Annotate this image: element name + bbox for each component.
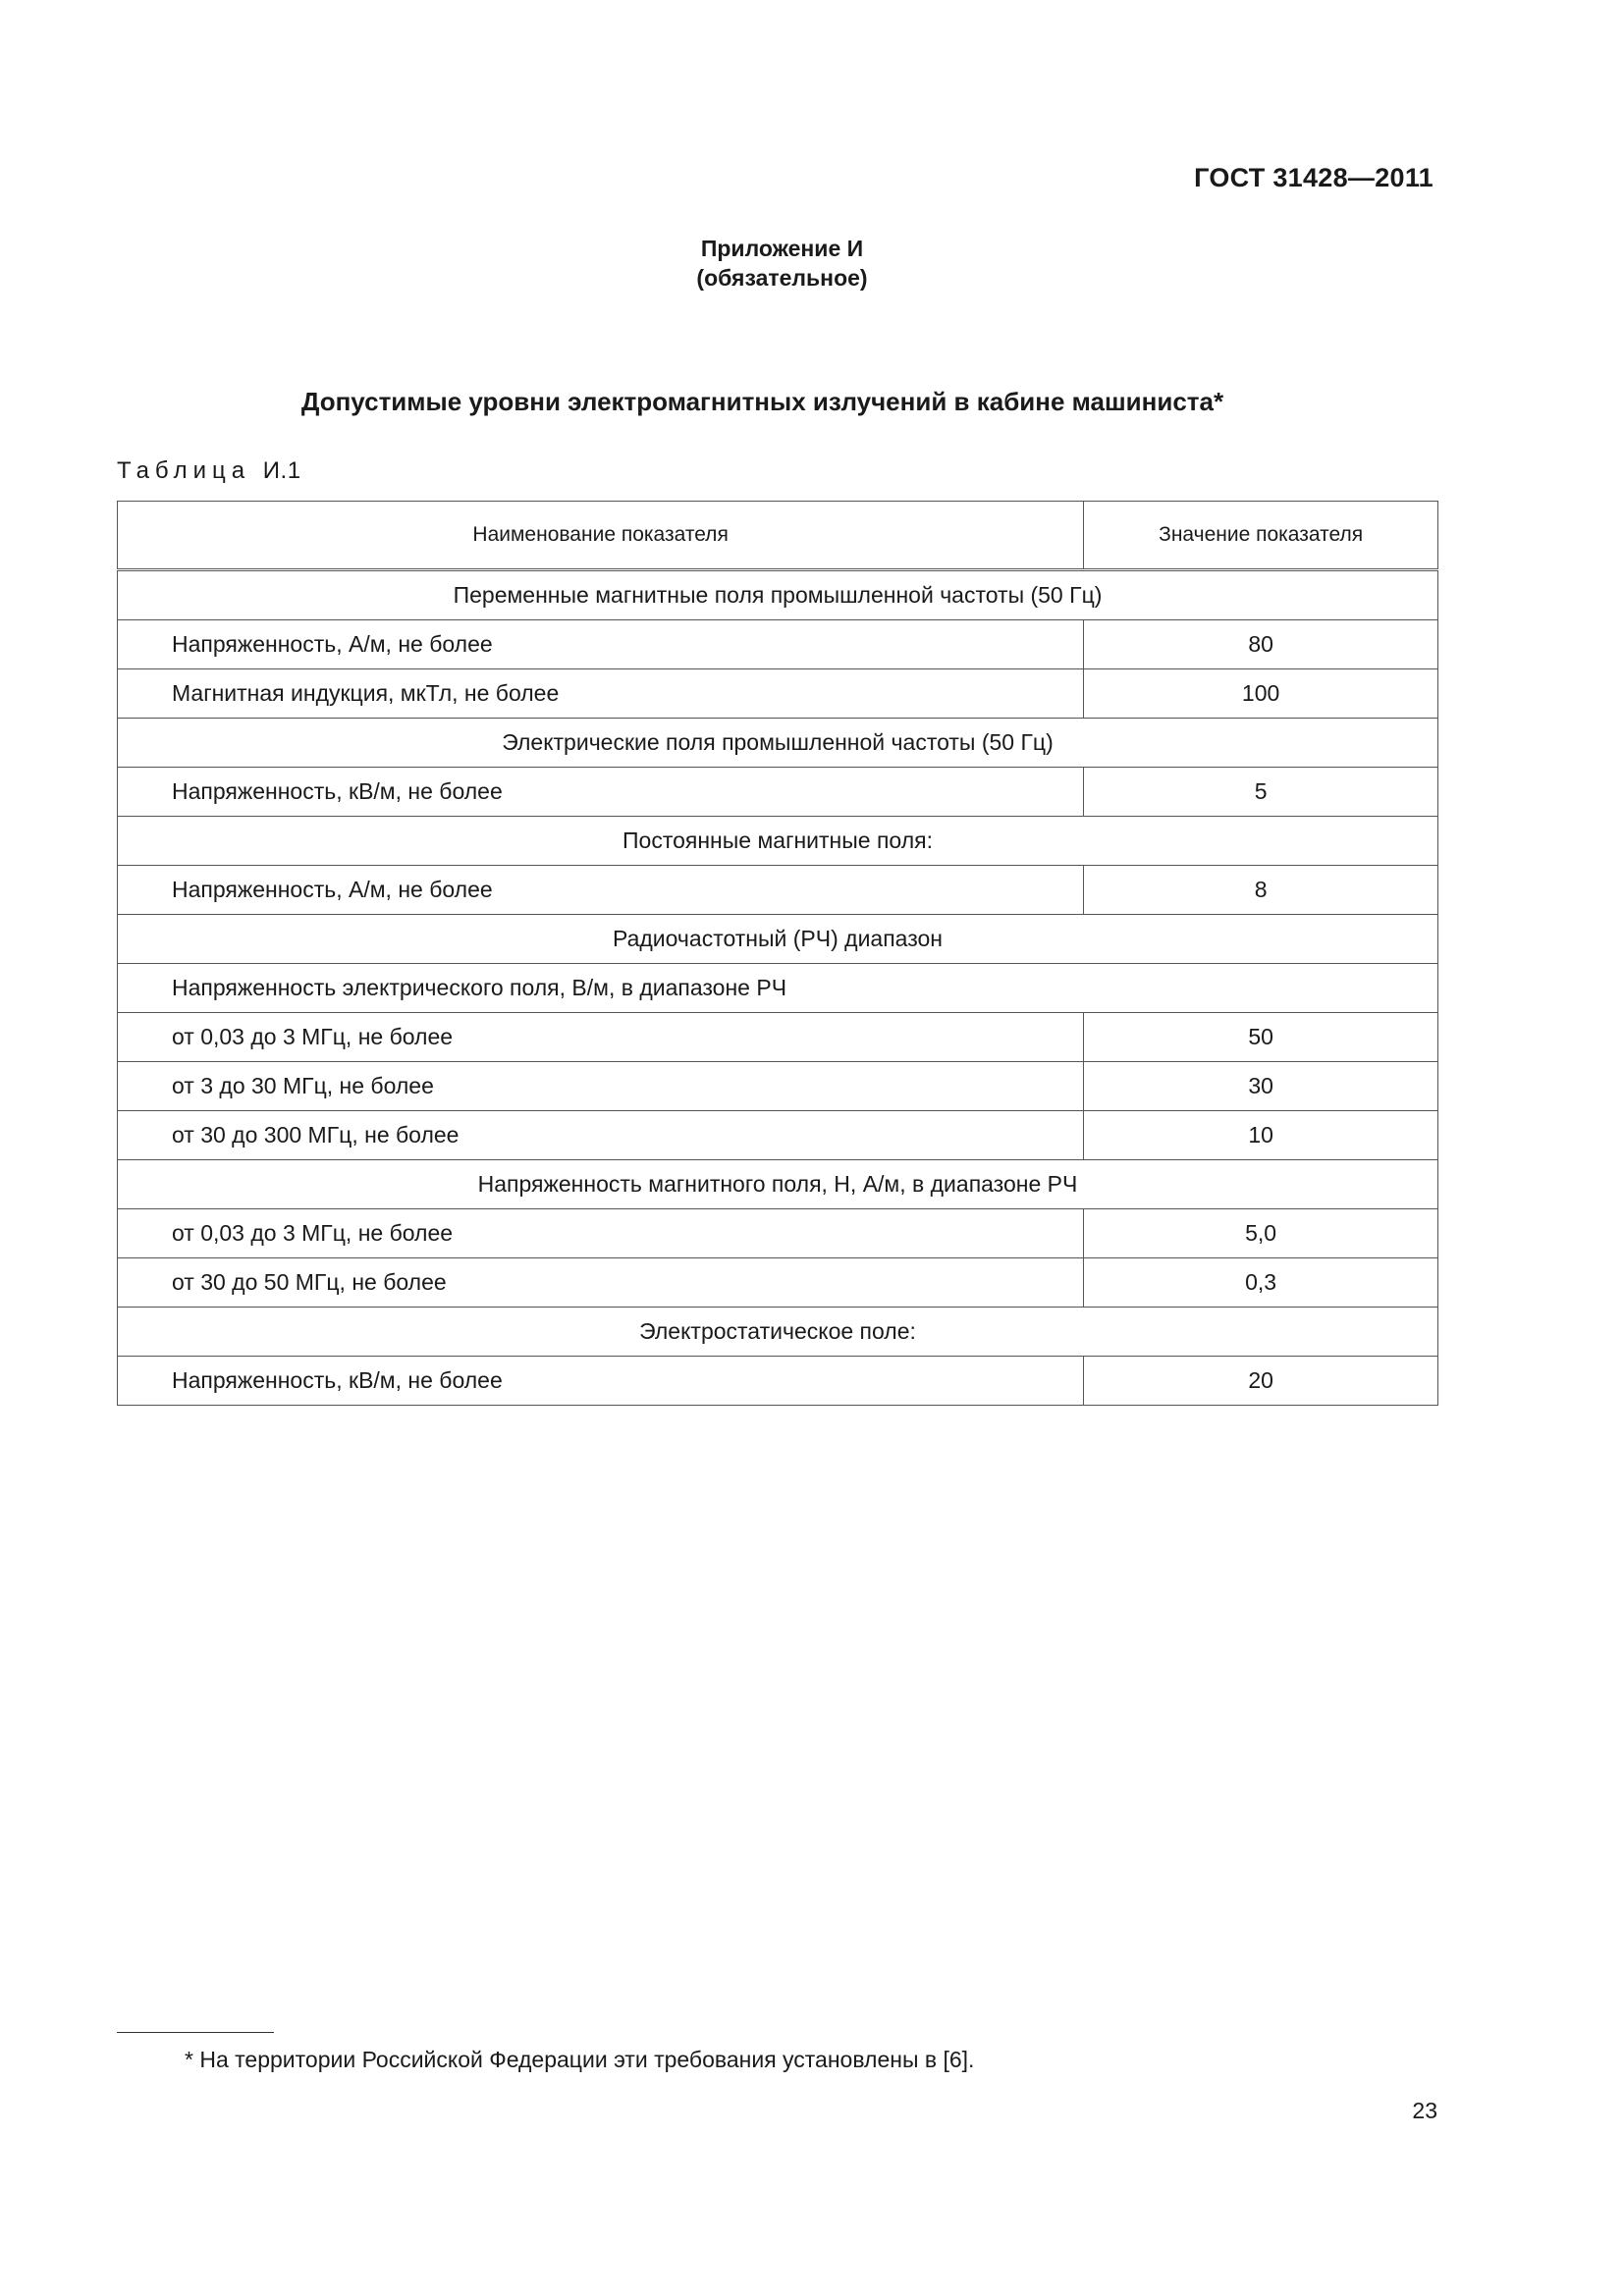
group-heading-cell: Переменные магнитные поля промышленной частоты (50 Гц) xyxy=(118,570,1438,620)
table-row xyxy=(118,1111,1438,1160)
indicator-name-cell: от 30 до 300 МГц, не более xyxy=(118,1111,1084,1160)
indicator-value-cell: 8 xyxy=(1084,866,1438,915)
table-group-row xyxy=(118,570,1438,620)
table-row xyxy=(118,1209,1438,1258)
group-heading-cell: Электрические поля промышленной частоты (50 Гц) xyxy=(118,719,1438,768)
table-group-row xyxy=(118,817,1438,866)
indicator-value-cell: 100 xyxy=(1084,669,1438,719)
indicator-value-cell: 5 xyxy=(1084,768,1438,817)
indicator-value-cell: 50 xyxy=(1084,1013,1438,1062)
table-row xyxy=(118,866,1438,915)
page-number: 23 xyxy=(1412,2098,1437,2123)
table-row xyxy=(118,620,1438,669)
group-heading-cell: Напряженность магнитного поля, Н, А/м, в диапазоне РЧ xyxy=(118,1160,1438,1209)
table-group-row xyxy=(118,719,1438,768)
indicator-value-cell: 5,0 xyxy=(1084,1209,1438,1258)
footnote: * На территории Российской Федерации эти требования установлены в [6]. xyxy=(185,2047,975,2072)
appendix-block xyxy=(0,234,1623,293)
table-header-row xyxy=(118,502,1438,570)
indicator-name-cell: Напряженность, кВ/м, не более xyxy=(118,768,1084,817)
indicator-value-cell: 10 xyxy=(1084,1111,1438,1160)
table-group-row xyxy=(118,1160,1438,1209)
header-value-cell: Значение показателя xyxy=(1084,502,1438,570)
footnote-divider xyxy=(117,2032,274,2033)
table-row xyxy=(118,1357,1438,1406)
table-row xyxy=(118,768,1438,817)
indicator-name-cell: Магнитная индукция, мкТл, не более xyxy=(118,669,1084,719)
section-heading-text: Допустимые уровни электромагнитных излучений в кабине машиниста* xyxy=(300,387,1224,416)
table-subgroup-row xyxy=(118,964,1438,1013)
indicator-name-cell: от 0,03 до 3 МГц, не более xyxy=(118,1013,1084,1062)
table-caption xyxy=(117,457,301,485)
indicator-value-cell: 80 xyxy=(1084,620,1438,669)
indicator-value-cell: 20 xyxy=(1084,1357,1438,1406)
indicator-name-cell: от 0,03 до 3 МГц, не более xyxy=(118,1209,1084,1258)
table-row xyxy=(118,1013,1438,1062)
document-code: ГОСТ 31428—2011 xyxy=(1194,163,1434,192)
indicator-value-cell: 30 xyxy=(1084,1062,1438,1111)
indicator-name-cell: Напряженность, кВ/м, не более xyxy=(118,1357,1084,1406)
section-heading xyxy=(0,387,1623,417)
appendix-title: Приложение И xyxy=(700,236,864,261)
table-group-row xyxy=(118,1308,1438,1357)
subgroup-heading-cell: Напряженность электрического поля, В/м, в диапазоне РЧ xyxy=(118,964,1438,1013)
group-heading-cell: Радиочастотный (РЧ) диапазон xyxy=(118,915,1438,964)
group-heading-cell: Постоянные магнитные поля: xyxy=(118,817,1438,866)
indicator-name-cell: от 30 до 50 МГц, не более xyxy=(118,1258,1084,1308)
table-row xyxy=(118,1258,1438,1308)
table-caption-number: И.1 xyxy=(262,457,301,484)
table-row xyxy=(118,1062,1438,1111)
indicator-name-cell: от 3 до 30 МГц, не более xyxy=(118,1062,1084,1111)
indicator-name-cell: Напряженность, А/м, не более xyxy=(118,866,1084,915)
group-heading-cell: Электростатическое поле: xyxy=(118,1308,1438,1357)
table-group-row xyxy=(118,915,1438,964)
indicators-table xyxy=(117,501,1438,1406)
indicator-value-cell: 0,3 xyxy=(1084,1258,1438,1308)
table-row xyxy=(118,669,1438,719)
table-caption-word: Таблица xyxy=(117,457,251,484)
header-name-cell: Наименование показателя xyxy=(118,502,1084,570)
appendix-status: (обязательное) xyxy=(696,265,868,291)
indicator-name-cell: Напряженность, А/м, не более xyxy=(118,620,1084,669)
